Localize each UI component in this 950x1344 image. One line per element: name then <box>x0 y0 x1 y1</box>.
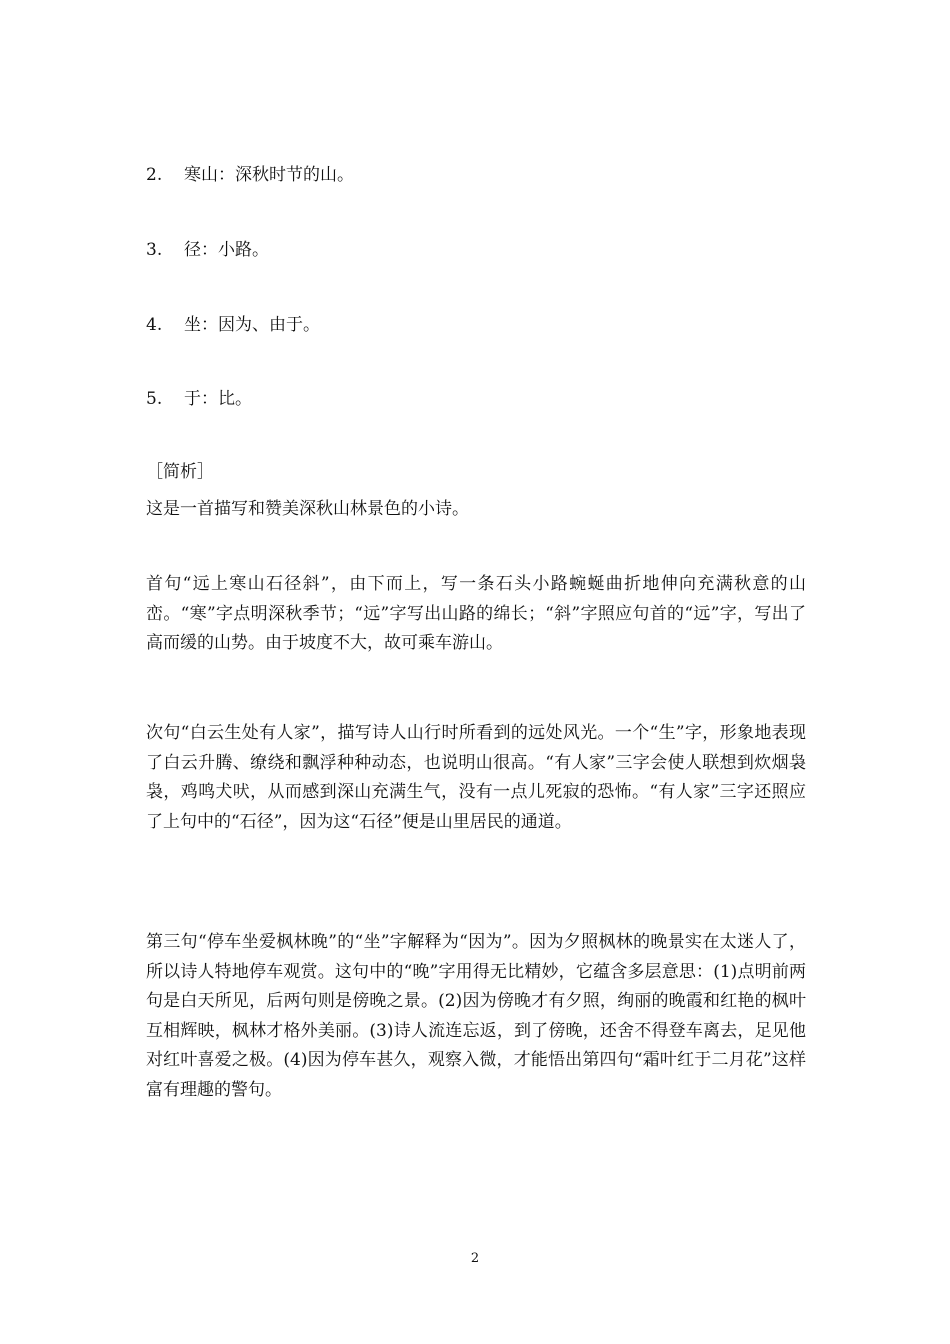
note-number: 2. <box>146 165 163 185</box>
note-number: 3. <box>146 240 163 260</box>
analysis-heading: ［简析］ <box>146 462 214 482</box>
note-item-4 <box>146 315 320 335</box>
analysis-paragraph-1: 首句“远上寒山石径斜”，由下而上，写一条石头小路蜿蜒曲折地伸向充满秋意的山峦。“寒”字点明深秋季节；“远”字写出山路的绵长；“斜”字照应句首的“远”字，写出了高而缓的山势。由于坡度不大，故可乘车游山。 <box>146 574 806 654</box>
page-number: 2 <box>470 1251 480 1266</box>
note-item-3 <box>146 240 269 260</box>
note-text: 于：比。 <box>184 389 252 409</box>
analysis-intro: 这是一首描写和赞美深秋山林景色的小诗。 <box>146 499 469 519</box>
note-number: 5. <box>146 389 163 409</box>
analysis-paragraph-2: 次句“白云生处有人家”，描写诗人山行时所看到的远处风光。一个“生”字，形象地表现了白云升腾、缭绕和飘浮种种动态，也说明山很高。“有人家”三字会使人联想到炊烟袅袅，鸡鸣犬吠，从而感到深山充满生气，没有一点儿死寂的恐怖。“有人家”三字还照应了上句中的“石径”，因为这“石径”便是山里居民的通道。 <box>146 723 806 832</box>
note-item-5 <box>146 389 252 409</box>
note-text: 寒山：深秋时节的山。 <box>184 165 354 185</box>
analysis-paragraph-3: 第三句“停车坐爱枫林晚”的“坐”字解释为“因为”。因为夕照枫林的晚景实在太迷人了，所以诗人特地停车观赏。这句中的“晚”字用得无比精妙，它蕴含多层意思：(1)点明前两句是白天所见，后两句则是傍晚之景。(2)因为傍晚才有夕照，绚丽的晚霞和红艳的枫叶互相辉映，枫林才格外美丽。(3)诗人流连忘返，到了傍晚，还舍不得登车离去，足见他对红叶喜爱之极。(4)因为停车甚久，观察入微，才能悟出第四句“霜叶红于二月花”这样富有理趣的警句。 <box>146 932 806 1100</box>
note-number: 4. <box>146 315 163 335</box>
note-text: 坐：因为、由于。 <box>184 315 320 335</box>
note-item-2 <box>146 165 354 185</box>
note-text: 径：小路。 <box>184 240 269 260</box>
